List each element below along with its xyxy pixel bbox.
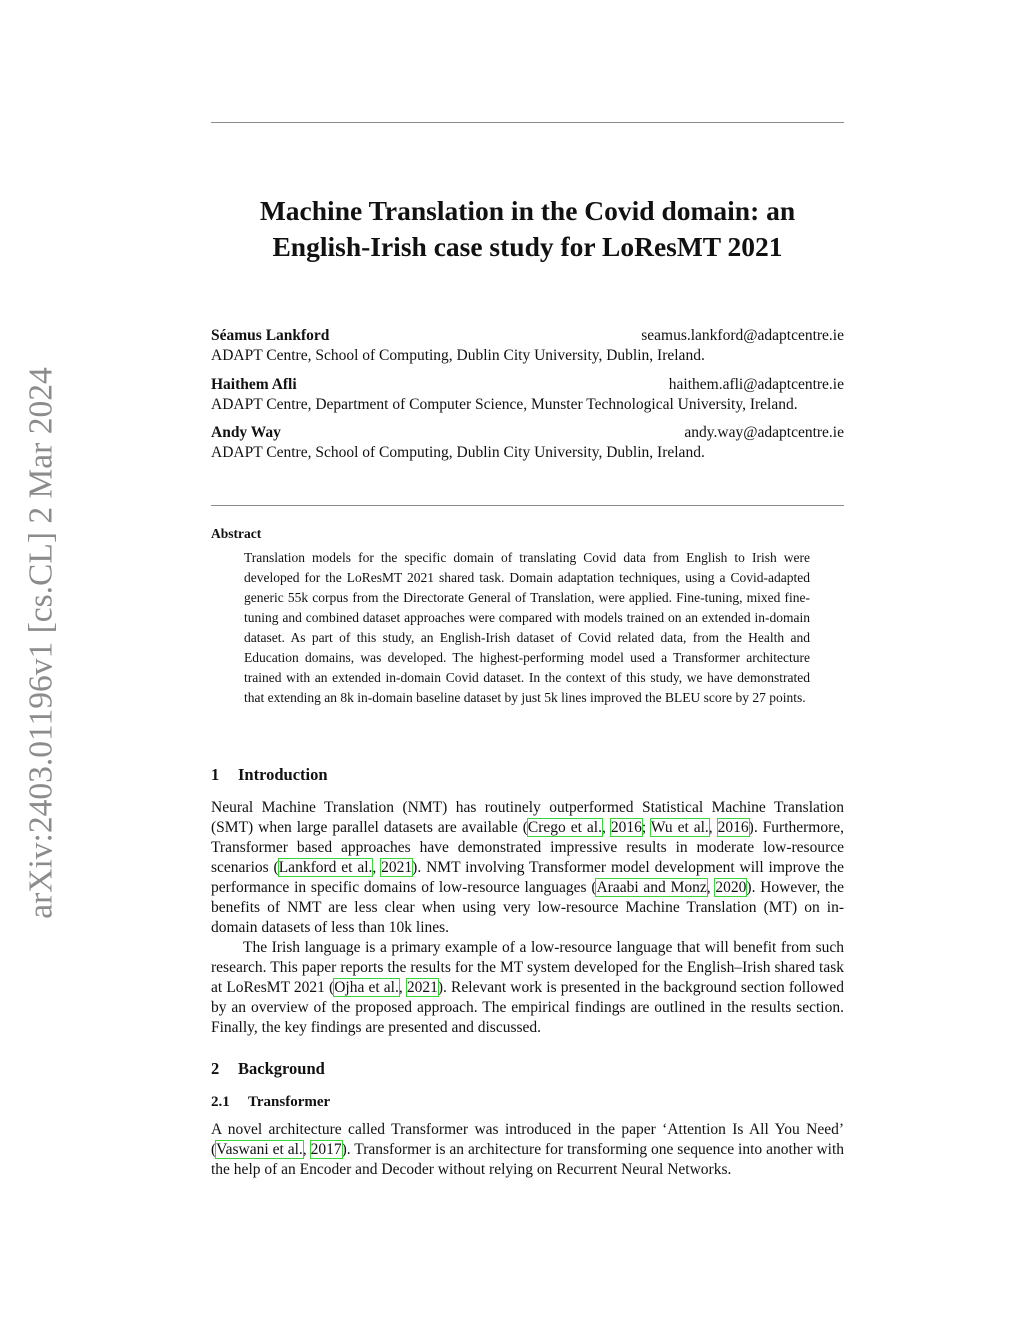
title-line-2: English-Irish case study for LoResMT 2021 [272, 231, 783, 262]
citation-link[interactable]: 2020 [715, 879, 747, 896]
author-name: Haithem Afli [211, 376, 297, 393]
arxiv-stamp [20, 360, 64, 925]
author-email[interactable]: haithem.afli@adaptcentre.ie [668, 376, 844, 393]
text-run: ). Furthermore, Transformer based approaches have demonstrated impressive results in moderate low-resource scenarios ( [211, 819, 845, 876]
text-run: Neural Machine Translation (NMT) has routinely outperformed Statistical Machine Translation (SMT) when large parallel datasets are available ( [211, 799, 844, 836]
author-block-3 [211, 423, 844, 463]
text-run: , [708, 819, 718, 836]
text-run: A novel architecture called Transformer was introduced in the paper ‘Attention Is All You Need’ ( [211, 1121, 844, 1158]
author-block-1 [211, 326, 844, 366]
text-run: The Irish language is a primary example of a low-resource language that will benefit from such research. This paper reports the results for the MT system developed for the English–Irish shared task at LoResMT 2021 ( [211, 939, 844, 996]
background-paragraph-1 [211, 1120, 844, 1180]
author-email[interactable]: andy.way@adaptcentre.ie [684, 424, 844, 441]
intro-paragraph-2 [211, 938, 844, 1038]
author-name: Séamus Lankford [211, 327, 330, 344]
text-run: ). Transformer is an architecture for transforming one sequence into another with the help of an Encoder and Decoder without relying on Recurrent Neural Networks. [211, 1141, 845, 1178]
citation-link[interactable]: Araabi and Monz [596, 879, 707, 896]
citation-link[interactable]: Ojha et al. [334, 979, 399, 996]
text-run: , [398, 979, 407, 996]
text-run: ). NMT involving Transformer model development will improve the performance in specific domains of low-resource languages ( [211, 859, 844, 896]
text-run: ; [641, 819, 651, 836]
abstract-heading: Abstract [211, 526, 262, 541]
section-number: 2 [211, 1059, 220, 1078]
section-introduction-heading [211, 765, 328, 785]
arxiv-stamp-text: arXiv:2403.01196v1 [cs.CL] 2 Mar 2024 [23, 366, 60, 919]
section-background-heading [211, 1059, 325, 1079]
section-number: 1 [211, 765, 220, 784]
subsection-number: 2.1 [211, 1094, 230, 1110]
author-affiliation: ADAPT Centre, Department of Computer Science, Munster Technological University, Ireland. [211, 396, 798, 413]
section-title: Introduction [238, 765, 328, 784]
text-run: , [601, 819, 611, 836]
paper-title [211, 193, 844, 265]
citation-link[interactable]: 2021 [406, 979, 438, 996]
author-email[interactable]: seamus.lankford@adaptcentre.ie [641, 327, 844, 344]
citation-link[interactable]: 2017 [310, 1141, 342, 1158]
text-run: , [302, 1141, 311, 1158]
text-run: ). However, the benefits of NMT are less clear when using very low-resource Machine Translation (MT) on in-domain datasets of less than 10k lines. [211, 879, 844, 936]
citation-link[interactable]: Wu et al. [650, 819, 709, 836]
citation-link[interactable]: Lankford et al. [278, 859, 373, 876]
text-run: , [372, 859, 382, 876]
author-name: Andy Way [211, 424, 281, 441]
section-title: Background [238, 1059, 325, 1078]
author-block-2 [211, 375, 844, 415]
abstract-text: Translation models for the specific domain of translating Covid data from English to Irish were developed for the LoResMT 2021 shared task. Domain adaptation techniques, using a Covid-adapted generic 55k corpus from the Directorate General of Translation, were applied. Fine-tuning, mixed fine-tuning and combined dataset approaches were compared with models trained on an extended in-domain dataset. As part of this study, an English-Irish dataset of Covid related data, from the Health and Education domains, was developed. The highest-performing model used a Transformer architecture trained with an extended in-domain Covid dataset. In the context of this study, we have demonstrated that extending an 8k in-domain baseline dataset by just 5k lines improved the BLEU score by 27 points. [244, 550, 810, 705]
citation-link[interactable]: 2016 [610, 819, 642, 836]
citation-link[interactable]: 2021 [381, 859, 413, 876]
header-bottom-rule [211, 505, 844, 506]
author-affiliation: ADAPT Centre, School of Computing, Dublin City University, Dublin, Ireland. [211, 444, 705, 461]
intro-paragraph-1 [211, 798, 844, 938]
citation-link[interactable]: 2016 [717, 819, 749, 836]
citation-link[interactable]: Vaswani et al. [216, 1141, 303, 1158]
citation-link[interactable]: Crego et al. [527, 819, 602, 836]
subsection-title: Transformer [248, 1094, 331, 1110]
author-affiliation: ADAPT Centre, School of Computing, Dublin City University, Dublin, Ireland. [211, 347, 705, 364]
text-run: , [706, 879, 716, 896]
top-rule [211, 122, 844, 123]
subsection-transformer-heading [211, 1094, 330, 1111]
title-line-1: Machine Translation in the Covid domain: an [259, 195, 796, 226]
text-run: ). Relevant work is presented in the background section followed by an overview of the proposed approach. The empirical findings are outlined in the results section. Finally, the key findings are presented and discussed. [211, 979, 844, 1036]
